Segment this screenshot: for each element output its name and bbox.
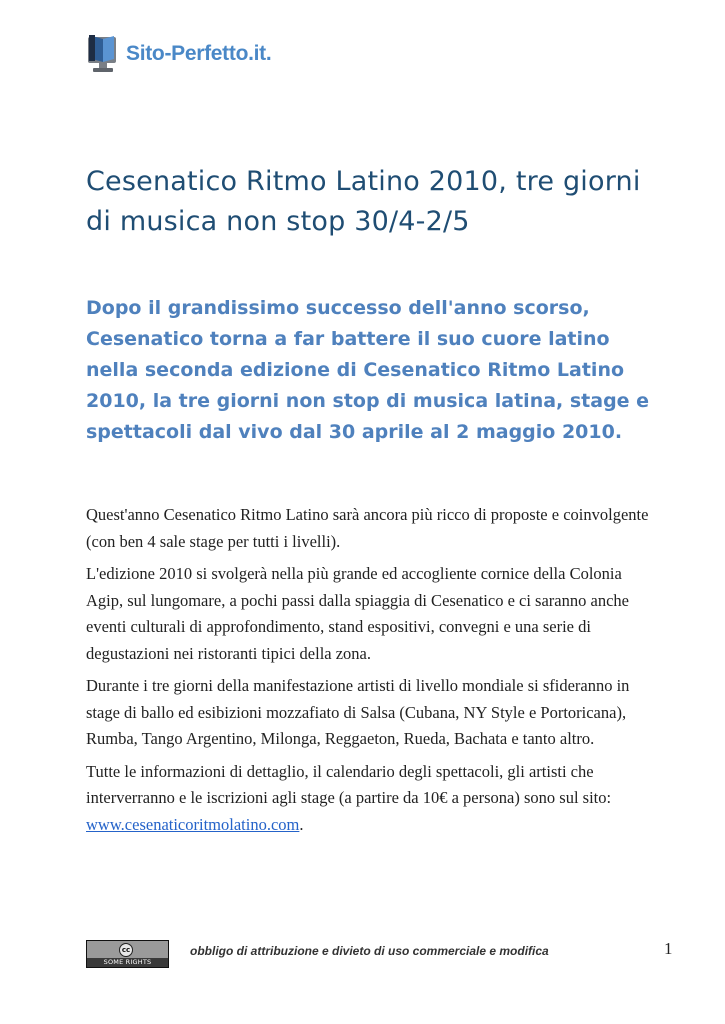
site-logo[interactable]: [86, 33, 271, 75]
paragraph: Quest'anno Cesenatico Ritmo Latino sarà ancora più ricco di proposte e coinvolgente (con ben 4 sale stage per tutti i livelli).: [86, 505, 649, 551]
paragraph: L'edizione 2010 si svolgerà nella più grande ed accogliente cornice della Colonia Agip, sul lungomare, a pochi passi dalla spiaggia di Cesenatico e ci saranno anche eventi culturali di approfondimento, stand espositivi, convegni e una serie di degustazioni nei ristoranti tipici della zona.: [86, 564, 629, 663]
badge-text: SOME RIGHTS RESERVED: [103, 958, 152, 975]
cc-icon: cc: [119, 943, 133, 957]
paragraph-text: Tutte le informazioni di dettaglio, il calendario degli spettacoli, gli artisti che interverranno e le iscrizioni agli stage (a partire da 10€ a persona) sono sul sito:: [86, 761, 612, 807]
paragraph-with-link: [86, 759, 656, 839]
paragraph-end: .: [299, 814, 304, 834]
creative-commons-badge[interactable]: [86, 940, 169, 975]
page-footer: [86, 938, 676, 975]
article-lead: Dopo il grandissimo successo dell'anno scorso, Cesenatico torna a far battere il suo cuore latino nella seconda edizione di Cesenatico Ritmo Latino 2010, la tre giorni non stop di musica latina, stage e spettacoli dal vivo dal 30 aprile al 2 maggio 2010.: [86, 297, 650, 443]
article-body: [86, 502, 656, 844]
website-link[interactable]: www.cesenaticoritmolatino.com: [86, 814, 300, 834]
logo-text: Sito-Perfetto.it.: [126, 42, 272, 65]
page-number: 1: [664, 939, 673, 958]
license-note: obbligo di attribuzione e divieto di uso commerciale e modifica: [190, 944, 549, 958]
article-title: Cesenatico Ritmo Latino 2010, tre giorni di musica non stop 30/4-2/5: [86, 166, 641, 237]
book-monitor-icon: [86, 33, 120, 75]
paragraph: Durante i tre giorni della manifestazione artisti di livello mondiale si sfideranno in stage di ballo ed esibizioni mozzafiato di Salsa (Cubana, NY Style e Portoricana), Rumba, Tango Argentino, Milonga, Reggaeton, Rueda, Bachata e tanto altro.: [86, 676, 630, 748]
